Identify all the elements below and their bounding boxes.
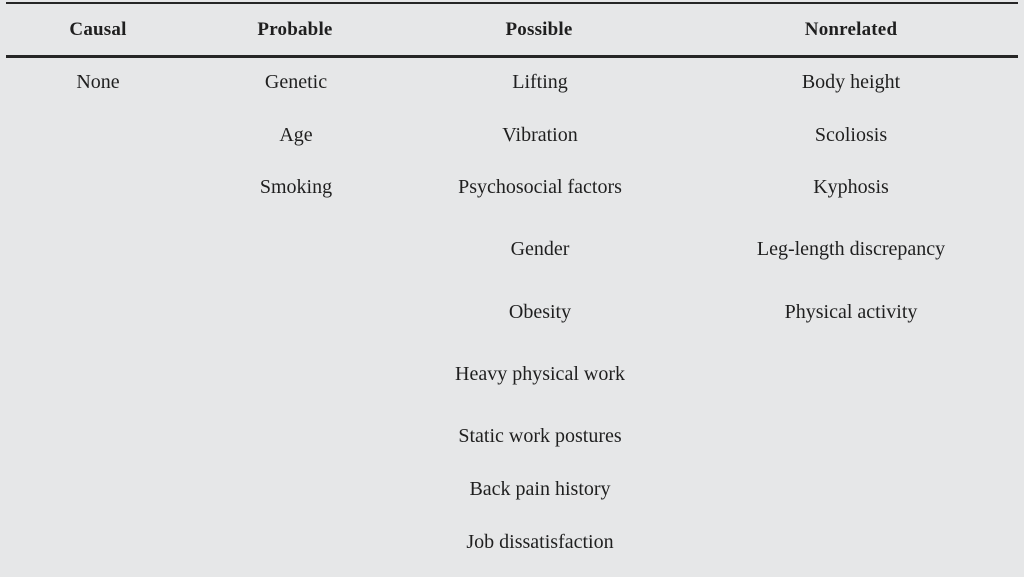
possible-cell: Heavy physical work: [455, 363, 625, 385]
header-nonrelated: Nonrelated: [804, 19, 898, 40]
possible-cell: Psychosocial factors: [458, 176, 622, 198]
causal-cell: None: [76, 71, 120, 93]
possible-cell: Gender: [510, 238, 570, 260]
possible-cell: Back pain history: [469, 478, 611, 500]
possible-cell: Lifting: [512, 71, 568, 93]
nonrelated-cell: Scoliosis: [814, 124, 888, 146]
header-rule: [6, 55, 1018, 58]
possible-cell: Job dissatisfaction: [466, 531, 614, 553]
nonrelated-cell: Kyphosis: [813, 176, 889, 198]
header-causal: Causal: [69, 19, 127, 40]
nonrelated-cell: Body height: [801, 71, 901, 93]
probable-cell: Age: [279, 124, 313, 146]
top-rule: [6, 2, 1018, 4]
header-possible: Possible: [505, 19, 573, 40]
nonrelated-cell: Physical activity: [784, 301, 918, 323]
probable-cell: Genetic: [264, 71, 328, 93]
probable-cell: Smoking: [259, 176, 333, 198]
possible-cell: Static work postures: [458, 425, 622, 447]
possible-cell: Vibration: [502, 124, 578, 146]
header-probable: Probable: [257, 19, 333, 40]
possible-cell: Obesity: [508, 301, 572, 323]
nonrelated-cell: Leg-length discrepancy: [756, 238, 946, 260]
